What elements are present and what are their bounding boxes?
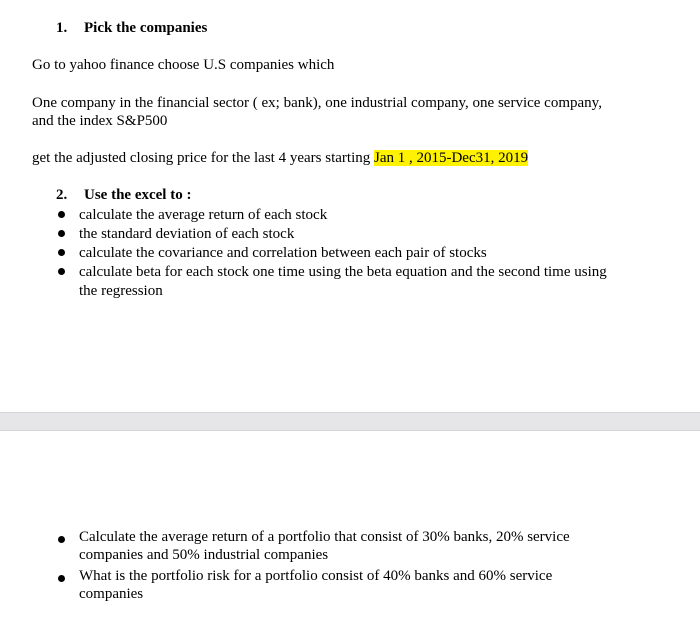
excel-task-4-line-1: calculate beta for each stock one time using the beta equation and the second time using — [79, 264, 607, 280]
price-instruction — [32, 149, 528, 167]
section-2-title: Use the excel to : — [84, 187, 192, 203]
portfolio-task-1-line-2: companies and 50% industrial companies — [79, 547, 329, 563]
portfolio-task-1-line-1: Calculate the average return of a portfolio that consist of 30% banks, 20% service — [79, 529, 570, 545]
companies-text-line-1: One company in the financial sector ( ex; bank), one industrial company, one service company, — [32, 95, 602, 111]
section-1-heading — [56, 19, 207, 37]
section-1-title: Pick the companies — [84, 20, 208, 36]
bullet-icon — [58, 536, 65, 543]
price-instruction-text: get the adjusted closing price for the last 4 years starting — [32, 150, 374, 166]
portfolio-task-2-line-1: What is the portfolio risk for a portfolio consist of 40% banks and 60% service — [79, 568, 553, 584]
bullet-icon — [58, 575, 65, 582]
bullet-icon — [58, 211, 65, 218]
excel-task-1: calculate the average return of each stock — [79, 207, 328, 223]
excel-task-4-line-2: the regression — [79, 283, 163, 299]
section-2-number: 2. — [56, 187, 68, 203]
page-separator — [0, 412, 700, 431]
companies-text-line-2: and the index S&P500 — [32, 113, 168, 129]
excel-task-3: calculate the covariance and correlation between each pair of stocks — [79, 245, 487, 261]
section-1-number: 1. — [56, 20, 68, 36]
bullet-icon — [58, 249, 65, 256]
section-2-heading — [56, 186, 191, 204]
excel-task-2: the standard deviation of each stock — [79, 226, 295, 242]
bullet-icon — [58, 268, 65, 275]
intro-text: Go to yahoo finance choose U.S companies which — [32, 57, 335, 73]
document-page-2 — [0, 431, 700, 639]
date-range-highlight: Jan 1 , 2015-Dec31, 2019 — [373, 150, 529, 166]
portfolio-task-2-line-2: companies — [79, 586, 144, 602]
bullet-icon — [58, 230, 65, 237]
